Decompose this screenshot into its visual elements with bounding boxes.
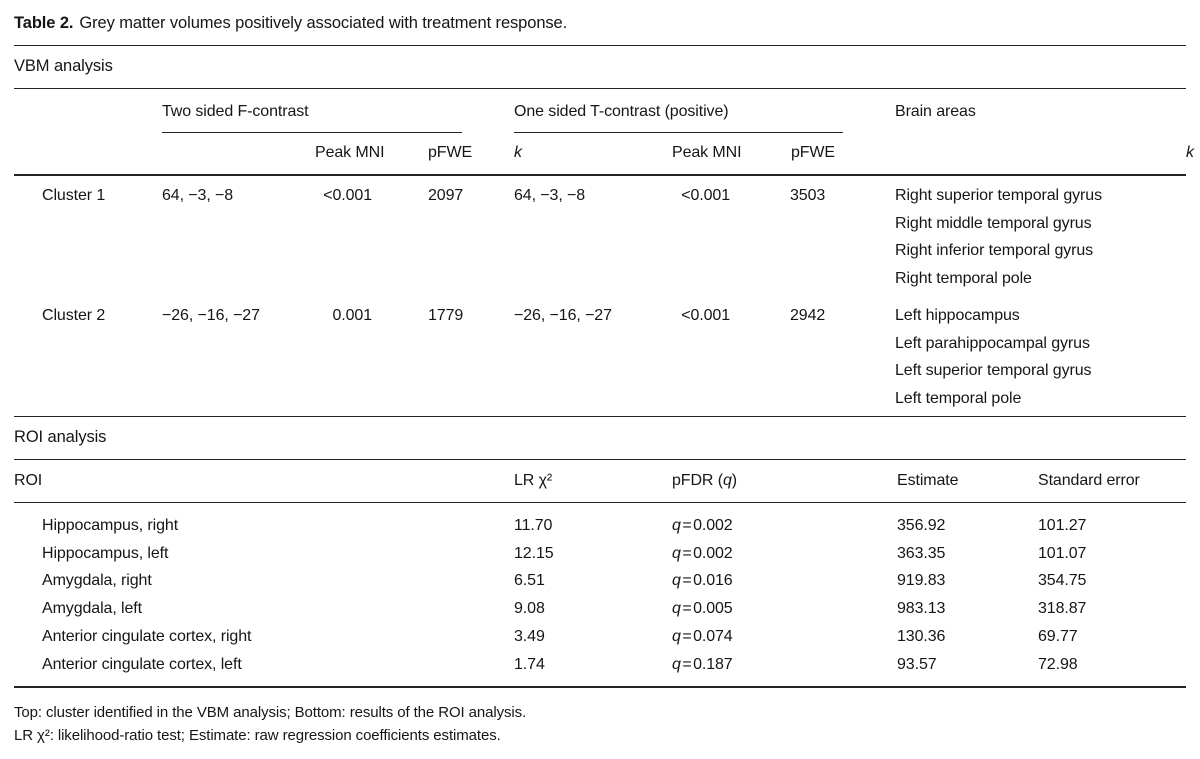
vbm-subheader-row: Peak MNI pFWE k Peak MNI pFWE k	[14, 133, 1186, 175]
stderr-value: 318.87	[1038, 600, 1087, 618]
table-caption	[14, 10, 1186, 45]
estimate-value: 983.13	[897, 600, 946, 618]
t-contrast-group-header	[514, 89, 895, 133]
table-row	[14, 540, 1186, 568]
f-peak-mni-header: Peak MNI	[315, 133, 428, 175]
equals-sign: =	[682, 600, 692, 618]
f-k-value: 2097	[428, 187, 464, 204]
t-pfwe-value: <0.001	[681, 307, 730, 324]
brain-area: Right superior temporal gyrus	[895, 187, 1102, 204]
table-row	[14, 595, 1186, 623]
estimate-header: Estimate	[897, 460, 1038, 503]
q-symbol: q	[672, 572, 681, 590]
brain-area: Left superior temporal gyrus	[895, 362, 1092, 379]
lr-value: 6.51	[514, 572, 545, 590]
equals-sign: =	[682, 655, 692, 673]
brain-area: Right middle temporal gyrus	[895, 214, 1092, 232]
stderr-value: 101.07	[1038, 544, 1087, 562]
q-number: 0.002	[693, 544, 733, 562]
corner-spacer	[14, 89, 162, 175]
lr-chi2-header: LR χ²	[514, 460, 672, 503]
estimate-value: 93.57	[897, 655, 937, 673]
f-pfwe-value: <0.001	[323, 187, 372, 204]
table-caption-text: Grey matter volumes positively associated with treatment response.	[79, 14, 568, 32]
equals-sign: =	[682, 517, 692, 534]
equals-sign: =	[682, 627, 692, 645]
lr-value: 3.49	[514, 627, 545, 645]
q-number: 0.016	[693, 572, 733, 590]
t-peak-mni-header: Peak MNI	[672, 133, 790, 175]
footnote-line: LR χ²: likelihood-ratio test; Estimate: raw regression coefficients estimates.	[14, 727, 501, 745]
t-pfwe-header: pFWE	[790, 133, 895, 175]
pfdr-q-symbol: q	[722, 472, 732, 489]
q-symbol: q	[672, 517, 681, 534]
vbm-table	[14, 89, 1194, 417]
pfdr-prefix: pFDR (	[672, 472, 723, 489]
footnote-line: Top: cluster identified in the VBM analysis; Bottom: results of the ROI analysis.	[14, 704, 527, 722]
table-row	[14, 175, 1186, 296]
estimate-value: 363.35	[897, 544, 946, 562]
table-row	[14, 623, 1186, 651]
q-symbol: q	[672, 627, 681, 645]
brain-areas-list	[895, 175, 1186, 296]
t-peak-value: 64, −3, −8	[514, 187, 586, 204]
estimate-value: 919.83	[897, 572, 946, 590]
roi-header-row	[14, 460, 1186, 503]
roi-name: Hippocampus, right	[42, 517, 179, 534]
roi-name: Hippocampus, left	[42, 544, 169, 562]
t-pfwe-value: <0.001	[681, 187, 730, 204]
estimate-value: 356.92	[897, 517, 946, 534]
brain-area: Right inferior temporal gyrus	[895, 242, 1094, 259]
cluster-label: Cluster 2	[42, 307, 106, 324]
q-value	[672, 623, 897, 651]
stderr-value: 354.75	[1038, 572, 1087, 590]
brain-area: Right temporal pole	[895, 269, 1032, 287]
pfdr-suffix: )	[731, 472, 738, 489]
table-row	[14, 567, 1186, 595]
roi-table	[14, 460, 1186, 688]
equals-sign: =	[682, 544, 692, 562]
q-number: 0.187	[693, 655, 733, 673]
q-value	[672, 540, 897, 568]
equals-sign: =	[682, 572, 692, 590]
f-k-value: 1779	[428, 307, 464, 324]
pfdr-header	[672, 460, 897, 503]
lr-value: 12.15	[514, 544, 554, 562]
roi-name: Amygdala, left	[42, 600, 142, 618]
roi-name: Anterior cingulate cortex, right	[42, 627, 252, 645]
q-symbol: q	[672, 544, 681, 562]
vbm-group-header-row	[14, 89, 1186, 133]
vbm-section-label: VBM analysis	[14, 57, 113, 75]
stderr-value: 101.27	[1038, 517, 1087, 534]
brain-area: Left temporal pole	[895, 389, 1022, 407]
lr-value: 11.70	[514, 517, 553, 534]
stderr-value: 72.98	[1038, 655, 1078, 673]
table-footnotes	[14, 688, 1186, 747]
brain-areas-header: Brain areas	[895, 89, 1186, 175]
lr-value: 9.08	[514, 600, 545, 618]
q-value	[672, 503, 897, 540]
brain-areas-list	[895, 296, 1186, 417]
q-value	[672, 595, 897, 623]
f-peak-value: 64, −3, −8	[162, 187, 234, 204]
q-number: 0.002	[693, 517, 733, 534]
f-contrast-underline	[162, 103, 462, 133]
table-row	[14, 651, 1186, 688]
table-row	[14, 296, 1186, 417]
f-contrast-label: Two sided F-contrast	[162, 103, 309, 120]
table-number: Table 2.	[14, 14, 74, 32]
f-peak-value: −26, −16, −27	[162, 307, 260, 324]
estimate-value: 130.36	[897, 627, 946, 645]
roi-section-label: ROI analysis	[14, 428, 107, 446]
roi-name: Amygdala, right	[42, 572, 152, 590]
f-pfwe-header: pFWE	[428, 133, 514, 175]
t-k-value: 3503	[790, 187, 826, 204]
t-contrast-label: One sided T-contrast (positive)	[514, 103, 729, 120]
lr-value: 1.74	[514, 655, 545, 673]
t-contrast-underline	[514, 103, 843, 133]
q-value	[672, 651, 897, 688]
t-k-value: 2942	[790, 307, 826, 324]
t-peak-value: −26, −16, −27	[514, 307, 612, 324]
q-number: 0.005	[693, 600, 733, 618]
q-number: 0.074	[693, 627, 733, 645]
brain-area: Left hippocampus	[895, 307, 1020, 324]
brain-area: Left parahippocampal gyrus	[895, 334, 1090, 352]
spacer-cell	[162, 133, 315, 175]
f-pfwe-value: 0.001	[332, 307, 372, 324]
q-symbol: q	[672, 655, 681, 673]
stderr-header: Standard error	[1038, 460, 1186, 503]
cluster-label: Cluster 1	[42, 187, 106, 204]
stderr-value: 69.77	[1038, 627, 1078, 645]
f-k-header: k	[514, 133, 672, 175]
roi-column-header: ROI	[14, 460, 514, 503]
table-row	[14, 503, 1186, 540]
q-symbol: q	[672, 600, 681, 618]
f-contrast-group-header	[162, 89, 514, 133]
roi-name: Anterior cingulate cortex, left	[42, 655, 242, 673]
q-value	[672, 567, 897, 595]
